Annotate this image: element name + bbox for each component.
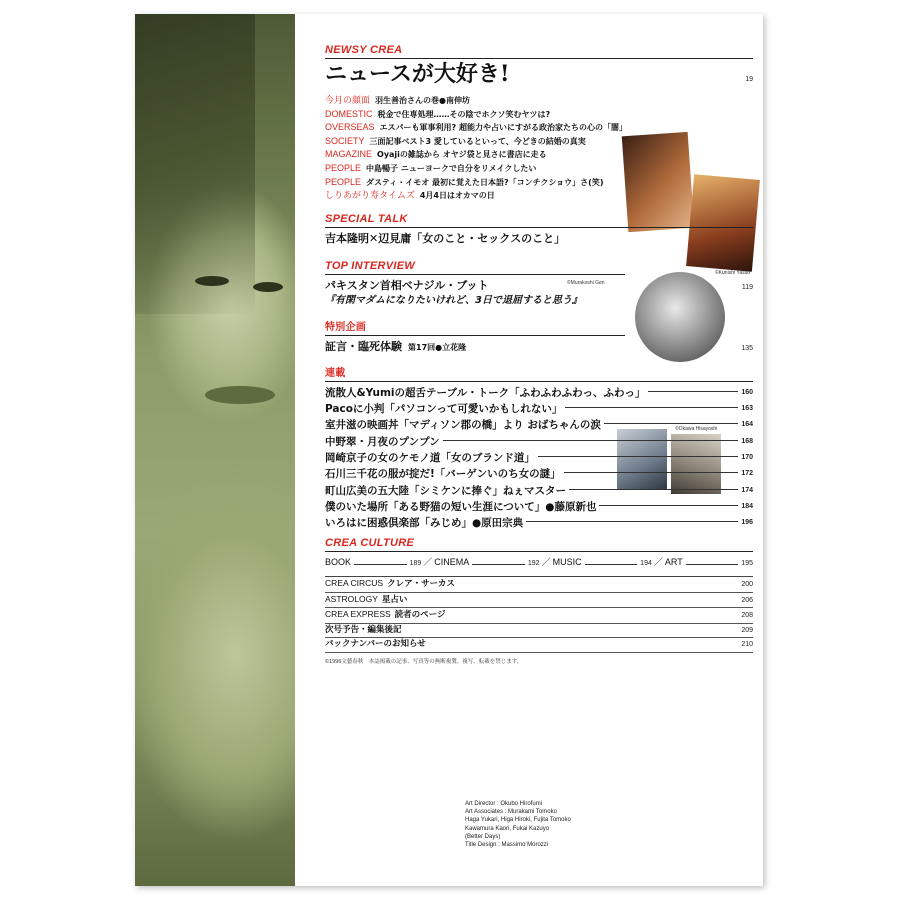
culture-item-leader <box>472 564 525 565</box>
serial-item-title: 僕のいた場所「ある野猫の短い生涯について」●藤原新也 <box>325 500 597 513</box>
serial-item-title: 流散人&Yumiの超舌テーブル・トーク「ふわふわふわっ、ふわっ」 <box>325 386 646 399</box>
newsy-photo-credit: ©Kunishi Yasuo <box>715 270 751 276</box>
culture-item-leader <box>585 564 638 565</box>
newsy-item <box>325 176 753 190</box>
newsy-item-title: 4月4日はオカマの日 <box>419 191 495 201</box>
culture-item-page: 189 <box>409 560 422 568</box>
serial-item <box>325 515 753 531</box>
serial-item-leader <box>526 521 738 522</box>
serial-item <box>325 499 753 515</box>
serial-item <box>325 483 753 499</box>
newsy-page: 19 <box>745 76 753 83</box>
culture-separator: ／ <box>541 557 551 568</box>
newsy-item <box>325 94 753 108</box>
serial-item-leader <box>569 489 738 490</box>
misc-item-page: 209 <box>741 626 753 634</box>
culture-item-label: ART <box>664 557 683 568</box>
misc-item-page: 200 <box>741 581 753 589</box>
misc-item-japanese: 読者のページ <box>394 610 446 621</box>
serial-item-page: 163 <box>741 405 753 413</box>
staff-credits <box>465 800 571 849</box>
serial-item-page: 168 <box>741 437 753 445</box>
newsy-list <box>325 94 753 203</box>
copyright-notice: ©1996文藝春秋 本誌掲載の記事、写真等の無断複製、複写、転載を禁じます。 <box>325 658 523 665</box>
serial-item <box>325 450 753 466</box>
misc-item-japanese: クレア・サーカス <box>387 579 455 590</box>
culture-item-page: 194 <box>640 560 652 568</box>
culture-item-label: CINEMA <box>434 557 470 568</box>
feature-page: 135 <box>741 344 753 352</box>
serial-item-page: 196 <box>741 519 753 527</box>
newsy-title: ニュースが大好き! <box>325 61 510 87</box>
culture-item-label: BOOK <box>325 557 352 568</box>
serial-item <box>325 401 753 417</box>
serial-item <box>325 385 753 401</box>
photo-eye-right <box>253 282 283 292</box>
newsy-item <box>325 162 753 176</box>
staff-credit-line: Kawamura Kaori, Fukai Kazuyo <box>465 825 550 832</box>
newsy-item-category: しりあがり寿タイムズ <box>325 190 415 201</box>
serial-item <box>325 434 753 450</box>
newsy-item-title: ダスティ・イモオ 最初に覚えた日本語?「コンチクショウ」さ(笑) <box>366 177 604 187</box>
serials-rule <box>325 381 753 382</box>
serial-item-page: 160 <box>741 388 753 396</box>
misc-item-english: CREA CIRCUS <box>325 578 384 589</box>
serial-item-page: 164 <box>741 421 753 429</box>
culture-separator: ／ <box>653 557 663 568</box>
newsy-item-category: DOMESTIC <box>325 108 373 119</box>
culture-item-page: 195 <box>741 560 753 568</box>
culture-item-leader <box>686 564 739 565</box>
serials-head: 連載 <box>325 367 346 379</box>
special-talk-title: 吉本隆明✕辺見庸「女のこと・セックスのこと」 <box>325 231 566 245</box>
serial-item-leader <box>648 391 738 392</box>
staff-credit-line: Haga Yukari, Higa Hiroki, Fujita Tomoko <box>465 817 571 824</box>
misc-item-page: 206 <box>741 596 753 604</box>
top-interview-line-1: パキスタン首相ベナジル・ブット <box>325 278 489 292</box>
misc-item-page: 210 <box>741 641 753 649</box>
serial-item <box>325 466 753 482</box>
misc-item-english: ASTROLOGY <box>325 593 378 604</box>
misc-list <box>325 577 753 653</box>
photo-lips <box>205 386 275 404</box>
serial-item-title: 中野翠・月夜のプンプン <box>325 435 440 448</box>
interview-photo-credit: ©Murakoshi Gen <box>567 280 605 286</box>
misc-item <box>325 624 753 639</box>
feature-sub: 第17回●立花隆 <box>408 342 467 352</box>
serial-item-leader <box>564 472 739 473</box>
newsy-item-title: Oyajiの雑誌から オヤジ袋と見さに書店に走る <box>377 150 547 160</box>
newsy-item <box>325 108 753 122</box>
serial-item-leader <box>599 505 738 506</box>
serial-item-page: 170 <box>741 453 753 461</box>
newsy-item-category: OVERSEAS <box>325 122 375 133</box>
top-interview-page: 119 <box>741 283 753 291</box>
newsy-item-title: 羽生善治さんの巻●南伸坊 <box>375 96 470 105</box>
top-interview-head: TOP INTERVIEW <box>325 259 416 272</box>
newsy-item <box>325 135 753 149</box>
misc-item-japanese: 次号予告・編集後記 <box>325 624 402 635</box>
culture-rule <box>325 551 753 552</box>
culture-separator: ／ <box>423 557 433 568</box>
top-interview-rule <box>325 274 625 275</box>
staff-credit-line: Art Director : Okubo Hirofumi <box>465 801 543 807</box>
serial-photo-credit: ©Okawa Hisayoshi <box>675 426 718 432</box>
staff-credit-line: Title Design : Massimo Morozzi <box>465 842 549 849</box>
cover-model-photo <box>135 14 295 886</box>
serial-item-title: 室井滋の映画丼「マディソン郡の橋」より おばちゃんの涙 <box>325 419 601 432</box>
newsy-item <box>325 148 753 162</box>
special-talk-head: SPECIAL TALK <box>325 212 408 225</box>
top-interview-row-1 <box>325 278 753 293</box>
culture-item-leader <box>354 564 407 565</box>
misc-item <box>325 638 753 653</box>
serial-item-page: 174 <box>741 486 753 494</box>
misc-item <box>325 577 753 593</box>
misc-item-page: 208 <box>741 612 753 620</box>
newsy-item-category: PEOPLE <box>325 176 362 187</box>
feature-title: 証言・臨死体験 <box>325 339 402 353</box>
serial-item-page: 184 <box>741 502 753 510</box>
newsy-item-category: MAGAZINE <box>325 149 373 160</box>
serials-list <box>325 385 753 532</box>
newsy-item <box>325 121 753 135</box>
photo-hair-shadow <box>135 14 255 314</box>
newsy-item-title: 三面記事ベスト3 愛しているといって、今どきの結婚の真実 <box>369 136 586 146</box>
serial-item-page: 172 <box>741 470 753 478</box>
serial-item-title: いろはに困惑倶楽部「みじめ」●原田宗典 <box>325 517 524 530</box>
serial-item-title: 町山広美の五大陸「シミケンに捧ぐ」ねぇマスター <box>325 484 566 497</box>
misc-item <box>325 593 753 609</box>
misc-item-japanese: バックナンバーのお知らせ <box>325 639 426 650</box>
magazine-page <box>135 14 763 886</box>
newsy-item-category: PEOPLE <box>325 162 362 173</box>
staff-credit-line: (Better Days) <box>465 833 501 840</box>
serial-item-title: Pacoに小判「パソコンって可愛いかもしれない」 <box>325 403 563 416</box>
culture-head: CREA CULTURE <box>325 537 415 550</box>
culture-list <box>325 555 753 568</box>
newsy-section-head: NEWSY CREA <box>325 44 403 56</box>
serial-item-leader <box>604 423 738 424</box>
newsy-item-title: 税金で住専処理……その陰でホクソ笑むヤツは? <box>377 109 551 119</box>
newsy-item-title: エスパーも軍事利用? 超能力や占いにすがる政治家たちの心の「闇」 <box>379 123 627 133</box>
feature-rule <box>325 335 625 336</box>
serial-item-leader <box>443 440 739 441</box>
serial-item-leader <box>565 407 738 408</box>
culture-item-label: MUSIC <box>552 557 582 568</box>
photo-eye-left <box>195 276 229 286</box>
feature-head: 特別企画 <box>325 321 367 333</box>
newsy-item-category: 今月の顔面 <box>325 95 371 105</box>
newsy-item <box>325 189 753 203</box>
feature-row <box>325 339 753 354</box>
serial-item <box>325 417 753 433</box>
serial-item-title: 岡崎京子の女のケモノ道「女のブランド道」 <box>325 451 535 464</box>
serial-item-title: 石川三千花の服が掟だ!「バーゲンいのち女の謎」 <box>325 468 561 481</box>
top-interview-line-2: 『有閑マダムになりたいけれど、3日で退屈すると思う』 <box>325 294 582 306</box>
newsy-item-title: 中島暢子 ニューヨークで自分をリメイクしたい <box>366 163 537 173</box>
misc-item <box>325 608 753 624</box>
newsy-item-category: SOCIETY <box>325 135 365 146</box>
newsy-title-row <box>325 62 753 86</box>
staff-credit-line: Art Associates : Murakami Tomoko <box>465 809 557 816</box>
table-of-contents <box>325 44 753 665</box>
misc-item-english: CREA EXPRESS <box>325 609 391 620</box>
special-talk-rule <box>325 227 753 228</box>
newsy-rule <box>325 58 753 59</box>
misc-item-japanese: 星占い <box>381 594 408 605</box>
serial-item-leader <box>538 456 738 457</box>
culture-item-page: 192 <box>527 560 540 568</box>
